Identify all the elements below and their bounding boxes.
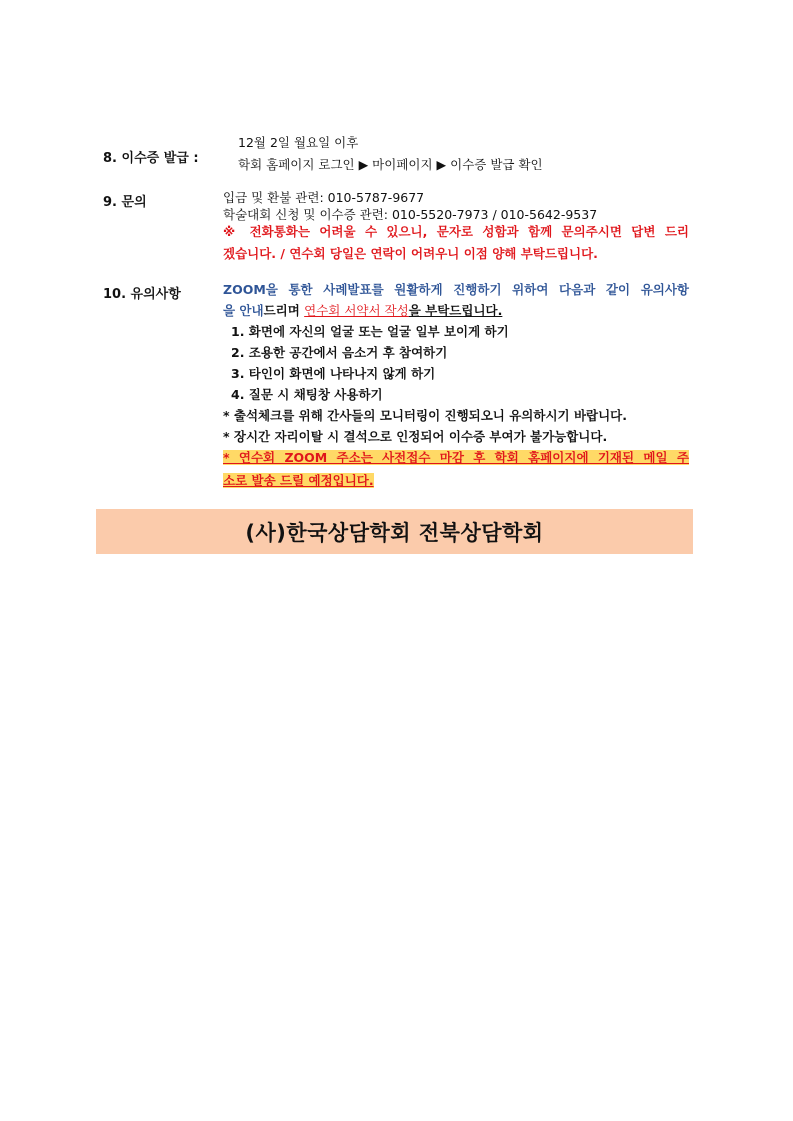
organization-banner <box>96 509 693 554</box>
section-certificate-content <box>238 132 708 175</box>
section-certificate <box>103 132 703 180</box>
section-inquiry <box>103 189 703 269</box>
zoom-address-highlight1: * 연수회 ZOOM 주소는 사전접수 마감 후 학회 홈페이지에 기재된 메일 주 <box>223 450 689 465</box>
precaution-item: 4. 질문 시 채팅창 사용하기 <box>231 387 383 402</box>
section-inquiry-content <box>223 189 689 262</box>
absence-note: * 장시간 자리이탈 시 결석으로 인정되어 이수증 부여가 불가능합니다. <box>223 429 608 444</box>
section-precautions-label: 10. 유의사항 <box>103 287 181 302</box>
zoom-address-notice-line1 <box>223 447 689 468</box>
precautions-intro-line2 <box>223 300 689 321</box>
section-certificate-label: 8. 이수증 발급 : <box>103 151 199 166</box>
inquiry-notice-line1: ※ 전화통화는 어려울 수 있으니, 문자로 성함과 함께 문의주시면 답변 드리 <box>223 224 689 239</box>
certificate-path: 학회 홈페이지 로그인 ▶ 마이페이지 ▶ 이수증 발급 확인 <box>238 157 543 172</box>
precaution-item: 2. 조용한 공간에서 음소거 후 참여하기 <box>231 345 448 360</box>
organization-name: (사)한국상담학회 전북상담학회 <box>245 520 544 545</box>
inquiry-refund-phone: 입금 및 환불 관련: 010-5787-9677 <box>223 190 425 205</box>
attendance-note: * 출석체크를 위해 간사들의 모니터링이 진행되오니 유의하시기 바랍니다. <box>223 408 627 423</box>
zoom-address-highlight2: 소로 발송 드릴 예정입니다. <box>223 473 374 488</box>
precaution-item: 1. 화면에 자신의 얼굴 또는 얼굴 일부 보이게 하기 <box>231 324 509 339</box>
inquiry-registration-phone: 학술대회 신청 및 이수증 관련: 010-5520-7973 / 010-5642-9537 <box>223 207 598 222</box>
zoom-address-notice-line2 <box>223 470 689 491</box>
precautions-intro-blue: 을 안내 <box>223 303 264 318</box>
precautions-intro-line1: ZOOM을 통한 사례발표를 원활하게 진행하기 위하여 다음과 같이 유의사항 <box>223 282 689 297</box>
section-precautions-content <box>223 279 689 491</box>
certificate-date: 12월 2일 월요일 이후 <box>238 135 359 150</box>
precaution-item: 3. 타인이 화면에 나타나지 않게 하기 <box>231 366 436 381</box>
section-precautions <box>103 279 703 494</box>
pledge-writing-text: 연수회 서약서 작성 <box>304 303 409 318</box>
precautions-intro-end: 을 부탁드립니다. <box>408 303 503 318</box>
section-inquiry-label: 9. 문의 <box>103 195 147 210</box>
precautions-intro-black: 드리며 <box>263 303 305 318</box>
inquiry-notice-line2: 겠습니다. / 연수회 당일은 연락이 어려우니 이점 양해 부탁드립니다. <box>223 246 598 261</box>
